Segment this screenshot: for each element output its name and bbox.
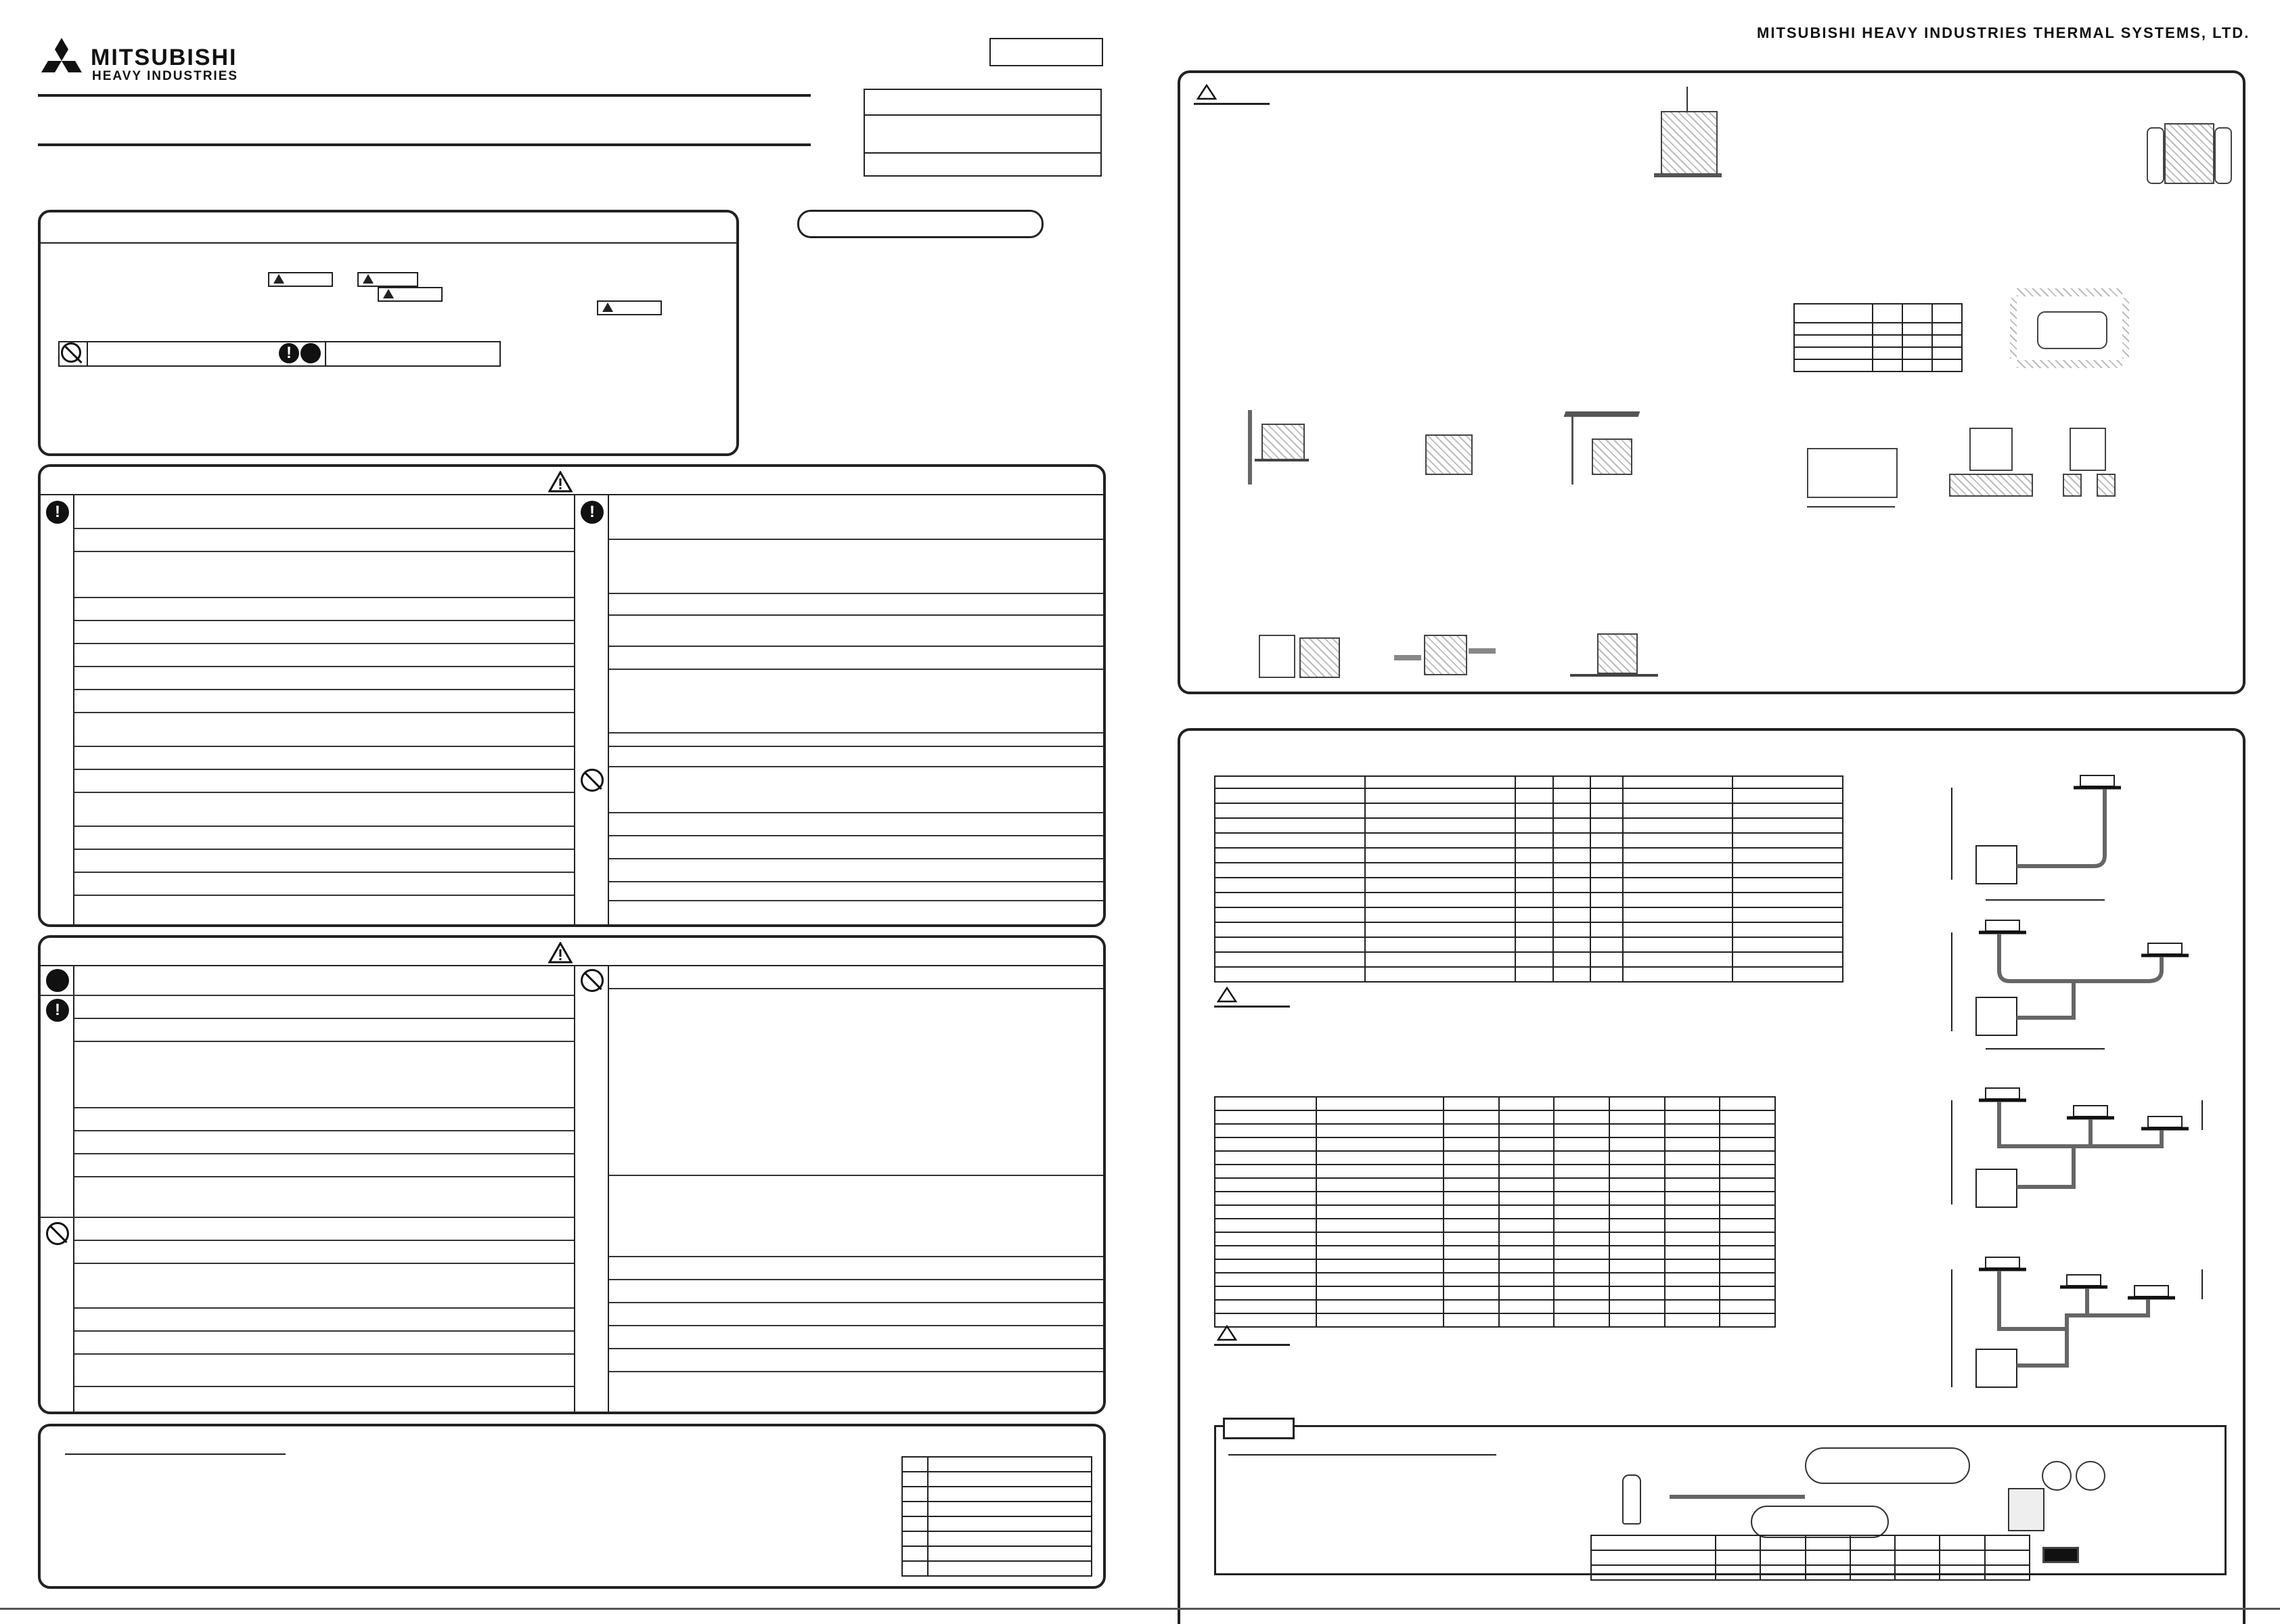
warning-label-1 <box>268 272 333 287</box>
warning-triangle-icon <box>1217 1325 1237 1341</box>
accessories-heading-rule <box>65 1453 286 1455</box>
three-diamond-logo-icon <box>38 38 85 81</box>
black-label-tag <box>2042 1547 2079 1563</box>
company-name: MITSUBISHI HEAVY INDUSTRIES THERMAL SYSTEMS, LTD. <box>1757 24 2250 41</box>
pipe-length-table <box>1214 1096 1776 1328</box>
reference-pill <box>797 210 1044 238</box>
airflow-direction-illustration <box>1394 628 1496 682</box>
caution-label <box>1194 83 1270 105</box>
caution-box <box>38 935 1106 1414</box>
installation-location-box <box>1178 70 2245 694</box>
torque-table <box>1590 1535 2030 1581</box>
wind-guard-illustration <box>1418 425 1479 479</box>
wall-mount-illustration <box>1248 410 1316 484</box>
caution-label <box>1214 985 1290 1008</box>
piping-diagram-multi-branch <box>1945 1255 2216 1403</box>
vacuum-pump-illustration <box>2001 1447 2137 1542</box>
clearance-top-view-diagram <box>2010 288 2129 369</box>
prohibited-icon <box>61 342 81 363</box>
piping-diagram-three-branch <box>1945 1085 2216 1227</box>
safety-precautions-box <box>38 210 739 456</box>
refrigerant-piping-box <box>1178 728 2245 1624</box>
document-info-table <box>864 89 1102 177</box>
snow-wall-illustration <box>1259 628 1347 682</box>
page-bottom-rule <box>0 1608 2280 1610</box>
mandatory-icon: ! <box>581 501 604 524</box>
model-number-box <box>989 38 1103 66</box>
piping-diagram-two-branch <box>1945 916 2216 1058</box>
accessories-box <box>38 1424 1106 1589</box>
ground-icon <box>46 969 69 992</box>
clearance-table <box>1793 303 1963 372</box>
safety-header-rule <box>41 242 736 244</box>
title-rule-bottom <box>38 143 811 146</box>
caution-label <box>1214 1324 1290 1346</box>
warning-triangle-icon <box>1197 84 1217 100</box>
warning-triangle-icon <box>548 471 573 493</box>
title-rule-top <box>38 94 811 97</box>
carrying-illustration <box>2147 114 2235 188</box>
warning-label-4 <box>597 300 662 315</box>
prohibited-icon <box>581 769 604 792</box>
brand-sub: HEAVY INDUSTRIES <box>92 69 239 83</box>
roof-cover-illustration <box>1565 411 1639 486</box>
brand-name: MITSUBISHI <box>91 45 238 70</box>
mandatory-icon: ! <box>279 343 299 363</box>
accessories-table <box>901 1456 1092 1577</box>
pipe-size-table <box>1214 775 1843 983</box>
foundation-side-diagram <box>1949 428 2030 509</box>
piping-diagram-single <box>1945 771 2216 914</box>
logo-area <box>38 38 268 85</box>
mandatory-icon: ! <box>46 999 69 1022</box>
anchor-bolt-top-diagram <box>1800 434 1908 516</box>
warning-triangle-icon <box>548 942 573 964</box>
foundation-detail-diagram <box>2056 428 2137 502</box>
warning-label-2 <box>357 272 418 287</box>
symbol-legend <box>58 341 501 367</box>
crane-lift-illustration <box>1654 87 1728 181</box>
warning-box <box>38 464 1106 927</box>
mandatory-icon: ! <box>46 501 69 524</box>
prohibited-icon <box>581 969 604 992</box>
important-tab <box>1223 1418 1295 1439</box>
warning-triangle-icon <box>1217 987 1237 1003</box>
prohibited-icon <box>46 1222 69 1245</box>
warning-label-3 <box>378 287 443 302</box>
ground-icon <box>300 343 321 363</box>
roof-install-illustration <box>1563 627 1665 687</box>
nitrogen-flow-illustration <box>1615 1441 1981 1535</box>
